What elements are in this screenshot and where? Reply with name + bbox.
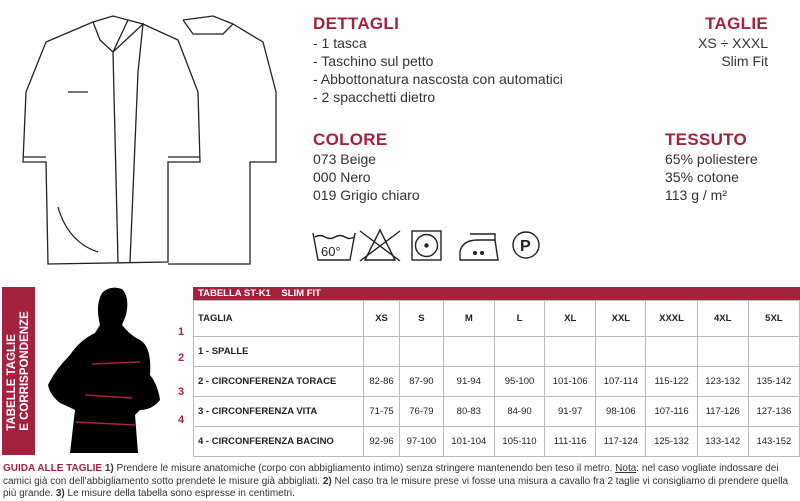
size-guide-text [3,463,800,501]
fabric-heading: TESSUTO [665,130,748,149]
table-id: TABELLA ST-K1 [198,288,271,299]
table-cell: 107-114 [596,367,646,397]
table-cell [748,337,799,367]
table-cell: 82-86 [364,367,400,397]
size-fit: Slim Fit [721,53,768,69]
table-row [194,427,800,457]
care-icons [310,228,540,264]
guide-title: GUIDA ALLE TAGLIE [3,463,103,474]
table-cell: 91-94 [443,367,494,397]
table-cell: L [494,301,544,337]
jacket-front-drawing [23,16,200,264]
row-label: 4 - CIRCONFERENZA BACINO [194,427,364,457]
table-cell: 76-79 [400,397,444,427]
size-range: XS ÷ XXXL [698,35,768,51]
table-cell: M [443,301,494,337]
banner-line2: E CORRISPONDENZE [18,311,31,431]
iron-medium-icon [460,234,498,260]
colors-list [313,150,420,204]
no-bleach-icon [360,230,400,261]
professional-cleaning-p-icon [513,232,539,258]
table-cell [697,337,748,367]
table-cell: 133-142 [697,427,748,457]
guide-text: Nel caso tra le misure prese vi fosse una misura a cavallo fra 2 taglie vi consigliamo di prendere quella più grande. [3,475,789,499]
tumble-dry-low-icon [412,231,441,260]
jacket-back-drawing [168,16,276,264]
table-cell: 91-97 [545,397,596,427]
guide-num: 3) [55,488,65,499]
marker-1: 1 [178,326,185,338]
guide-text: : nel caso vogliate indossare dei camici già con dell'abbigliamento sotto prendete le misure già abbigliati. [3,463,779,487]
color-item: 019 Grigio chiaro [313,187,420,203]
row-label: TAGLIA [194,301,364,337]
color-item: 073 Beige [313,151,377,167]
marker-3: 3 [178,386,185,398]
fabric-item: 35% cotone [665,169,739,185]
table-cell: 87-90 [400,367,444,397]
guide-num: 1) [104,463,114,474]
table-cell: 80-83 [443,397,494,427]
table-cell: 71-75 [364,397,400,427]
table-cell: 123-132 [697,367,748,397]
details-list [313,34,563,106]
row-label: 2 - CIRCONFERENZA TORACE [194,367,364,397]
table-cell: 107-116 [646,397,697,427]
table-fit: SLIM FIT [281,288,321,299]
table-cell: S [400,301,444,337]
details-item: - 2 spacchetti dietro [313,89,436,105]
table-cell: 4XL [697,301,748,337]
table-cell: 92-96 [364,427,400,457]
table-cell: 135-142 [748,367,799,397]
marker-4: 4 [178,414,185,426]
size-tables-banner [2,287,35,455]
table-cell: 111-116 [545,427,596,457]
table-cell: 127-136 [748,397,799,427]
table-cell: 143-152 [748,427,799,457]
table-cell: 117-124 [596,427,646,457]
marker-2: 2 [178,352,185,364]
table-cell: XL [545,301,596,337]
table-cell [494,337,544,367]
banner-line1: TABELLE TAGLIE [5,334,18,431]
colors-heading: COLORE [313,130,388,149]
row-label: 1 - SPALLE [194,337,364,367]
table-cell: XS [364,301,400,337]
pro-clean-label: P [520,238,531,255]
row-label: 3 - CIRCONFERENZA VITA [194,397,364,427]
size-table [193,287,800,457]
table-cell: 5XL [748,301,799,337]
wash-60-icon [313,233,355,260]
details-heading: DETTAGLI [313,14,400,33]
table-cell: 105-110 [494,427,544,457]
table-cell [400,337,444,367]
guide-num: 2) [322,475,332,487]
body-silhouette [40,285,180,457]
table-cell: 101-106 [545,367,596,397]
table-cell: 117-126 [697,397,748,427]
table-cell: 115-122 [646,367,697,397]
table-cell [443,337,494,367]
table-cell: 84-90 [494,397,544,427]
table-cell [596,337,646,367]
table-cell: 97-100 [400,427,444,457]
table-cell: 101-104 [443,427,494,457]
table-cell: 98-106 [596,397,646,427]
sizes-heading: TAGLIE [705,14,768,33]
guide-text: Prendere le misure anatomiche (corpo con abbigliamento intimo) senza stringere mantenendo ben teso il metro. [113,463,616,474]
table-cell: XXXL [646,301,697,337]
table-cell [646,337,697,367]
table-row [194,367,800,397]
jacket-front-back-illustration [18,12,278,272]
sizes-info [698,34,768,70]
table-row [194,397,800,427]
color-item: 000 Nero [313,169,371,185]
table-header-row [194,301,800,337]
table-cell [545,337,596,367]
details-item: - Taschino sul petto [313,53,434,69]
details-item: - 1 tasca [313,35,367,51]
table-cell: 125-132 [646,427,697,457]
table-row [194,337,800,367]
guide-note-label: Nota [615,463,637,474]
wash-temp-label: 60° [321,244,341,259]
table-cell: XXL [596,301,646,337]
fabric-list [665,150,758,204]
table-cell [364,337,400,367]
fabric-item: 65% poliestere [665,151,758,167]
guide-text: Le misure della tabella sono espresse in centimetri. [64,488,295,499]
table-caption [193,287,800,300]
details-item: - Abbottonatura nascosta con automatici [313,71,563,87]
table-cell: 95-100 [494,367,544,397]
fabric-item: 113 g / m² [665,187,727,203]
